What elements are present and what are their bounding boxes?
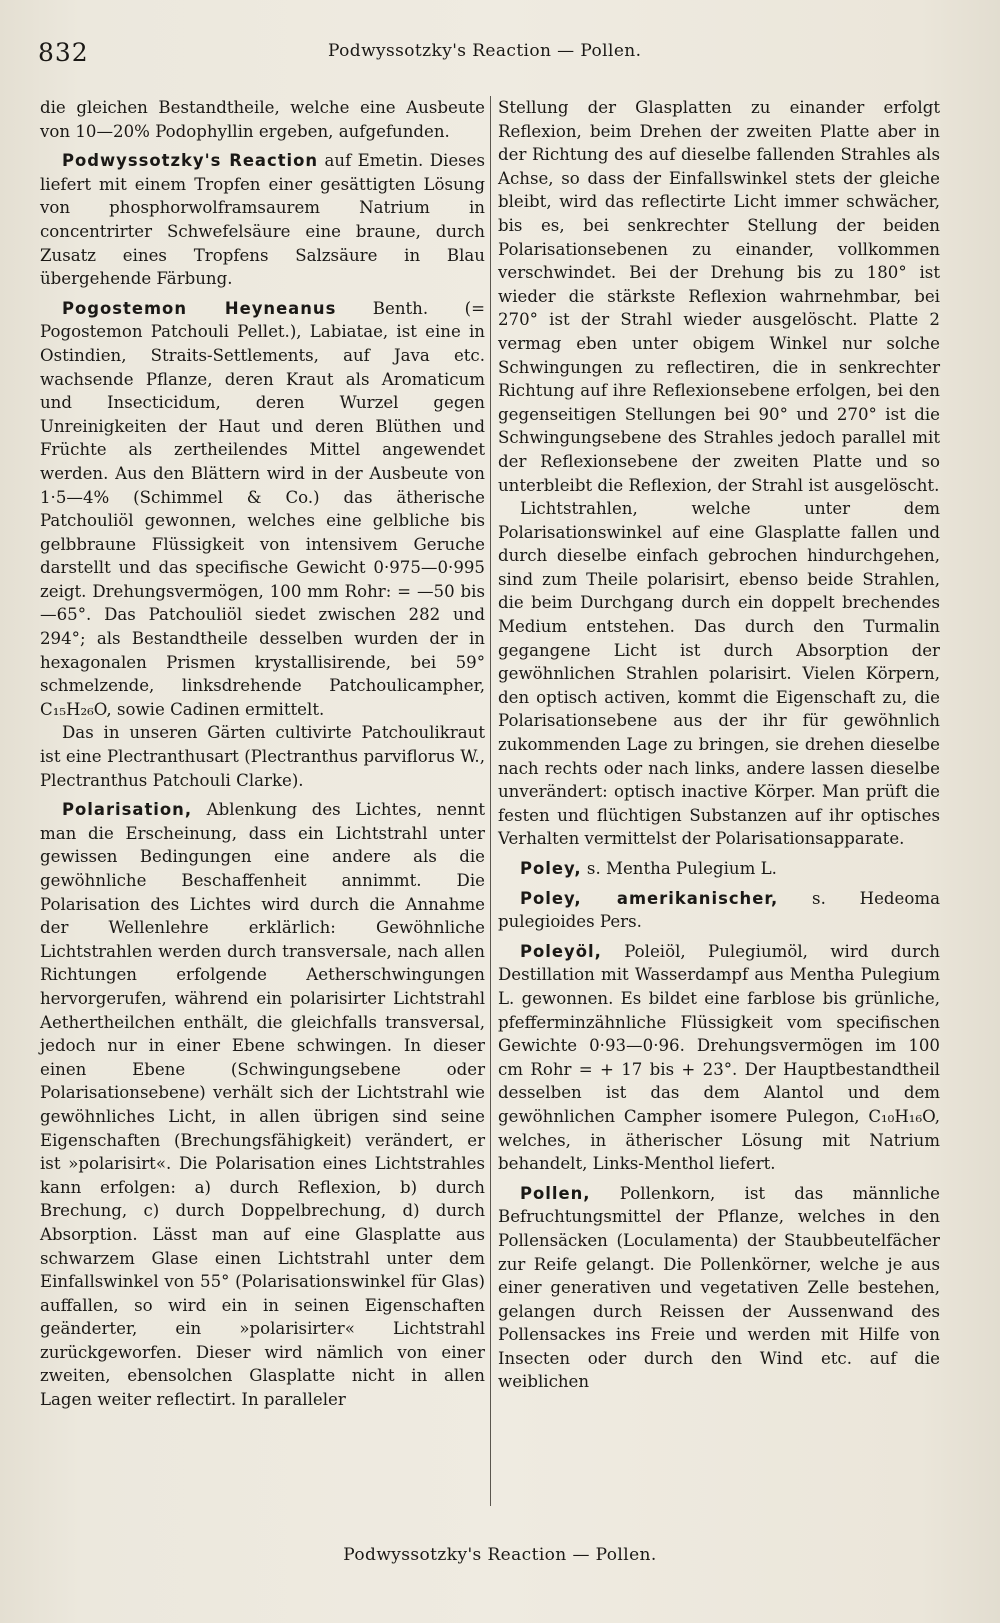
entry-headword: Podwyssotzky's Reaction [62,151,319,171]
dictionary-entry [498,887,940,934]
entry-text: Pollenkorn, ist das männliche Befruchtungsmittel der Pflanze, welches in den Pollensäcken (Loculamenta) der Staubbeutelfächer zur Reife gelangt. Die Pollenkörner, welche je aus einer generativen und vegetativen Zelle bestehen, gelangen durch Reissen der Aussenwand des Pollensackes ins Freie und werden mit Hilfe von Insecten oder durch den Wind etc. auf die weiblichen [498,1183,940,1392]
right-column [498,96,940,1394]
page-footer: Podwyssotzky's Reaction — Pollen. [343,1545,657,1565]
entry-text: auf Emetin. Dieses liefert mit einem Tropfen einer gesättigten Lösung von phosphorwolframsaurem Natrium in concentrirter Schwefelsäure eine braune, durch Zusatz eines Tropfens Salzsäure in Blau übergehende Färbung. [40,151,486,289]
entry-text: Benth. (= Pogostemon Patchouli Pellet.), Labiatae, ist eine in Ostindien, Straits-Settlements, auf Java etc. wachsende Pflanze, deren Kraut als Aromaticum und Insecticidum, deren Wurzel gegen Unreinigkeiten der Haut und deren Blüthen und Früchte als zertheilendes Mittel angewendet werden. Aus den Blättern wird in der Ausbeute von 1·5—4% (Schimmel & Co.) das ätherische Patchouliöl gewonnen, welches eine gelbliche bis gelbbraune Flüssigkeit von intensivem Geruche darstellt und das specifische Gewicht 0·975—0·995 zeigt. Drehungsvermögen, 100 mm Rohr: = —50 bis —65°. Das Patchouliöl siedet zwischen 282 und 294°; als Bestandtheile desselben wurden der in hexagonalen Prismen krystallisirende, bei 59° schmelzende, linksdrehende Patchoulicampher, C₁₅H₂₆O, sowie Cadinen ermittelt. [40,298,485,719]
dictionary-entry [498,1182,940,1394]
paragraph: Das in unseren Gärten cultivirte Patchoulikraut ist eine Plectranthusart (Plectranthus parviflorus W., Plectranthus Patchouli Clarke). [40,723,485,790]
paragraph: die gleichen Bestandtheile, welche eine Ausbeute von 10—20% Podophyllin ergeben, aufgefunden. [40,98,485,141]
paragraph: Lichtstrahlen, welche unter dem Polarisationswinkel auf eine Glasplatte fallen und durch dieselbe einfach gebrochen hindurchgehen, sind zum Theile polarisirt, ebenso beide Strahlen, die beim Durchgang durch ein doppelt brechendes Medium entstehen. Das durch den Turmalin gegangene Licht ist durch Absorption der gewöhnlichen Strahlen polarisirt. Vielen Körpern, den optisch activen, kommt die Eigenschaft zu, die Polarisationsebene aus der ihr für gewöhnlich zukommenden Lage zu bringen, sie drehen dieselbe nach rechts oder nach links, andere lassen dieselbe unverändert: optisch inactive Körper. Man prüft die festen und flüchtigen Substanzen auf ihr optisches Verhalten vermittelst der Polarisationsapparate. [498,499,940,849]
running-head-title: Podwyssotzky's Reaction — Pollen. [328,41,642,61]
entry-text: Ablenkung des Lichtes, nennt man die Erscheinung, dass ein Lichtstrahl unter gewissen Bedingungen eine andere als die gewöhnliche Beschaffenheit annimmt. Die Polarisation des Lichtes wird durch die Annahme der Wellenlehre erklärlich: Gewöhnliche Lichtstrahlen werden durch transversale, nach allen Richtungen erfolgende Aetherschwingungen hervorgerufen, während ein polarisirter Lichtstrahl Aethertheilchen enthält, die gleichfalls transversal, jedoch nur in einer Ebene schwingen. In dieser einen Ebene (Schwingungsebene oder Polarisationsebene) verhält sich der Lichtstrahl wie gewöhnliches Licht, in allen übrigen sind seine Eigenschaften (Brechungsfähigkeit) verändert, er ist »polarisirt«. Die Polarisation eines Lichtstrahles kann erfolgen: a) durch Reflexion, b) durch Brechung, c) durch Doppelbrechung, d) durch Absorption. Lässt man auf eine Glasplatte aus schwarzem Glase einen Lichtstrahl unter dem Einfallswinkel von 55° (Polarisationswinkel für Glas) auffallen, so wird ein in seinen Eigenschaften geänderter, ein »polarisirter« Lichtstrahl zurückgeworfen. Dieser wird nämlich von einer zweiten, ebensolchen Glasplatte nicht in allen Lagen weiter reflectirt. In paralleler [40,800,485,1410]
entry-headword: Poley, [520,859,582,878]
page-number: 832 [38,38,89,67]
entry-text: s. Mentha Pulegium L. [581,859,777,878]
entry-text: Poleiöl, Pulegiumöl, wird durch Destillation mit Wasserdampf aus Mentha Pulegium L. gewonnen. Es bildet eine farblose bis grünliche, pfefferminzähnliche Flüssigkeit vom specifischen Gewichte 0·93—0·96. Drehungsvermögen im 100 cm Rohr = + 17 bis + 23°. Der Hauptbestandtheil desselben ist das dem Alantol und dem gewöhnlichen Campher isomere Pulegon, C₁₀H₁₆O, welches, in ätherischer Lösung mit Natrium behandelt, Links-Menthol liefert. [498,941,940,1174]
dictionary-entry [40,297,485,722]
entry-text: s. Hedeoma pulegioides Pers. [498,888,940,932]
entry-headword: Poleyöl, [520,941,602,961]
dictionary-entry [40,149,485,291]
running-head [38,38,966,70]
left-column [40,96,485,1412]
dictionary-entry [498,940,940,1176]
dictionary-entry [40,798,485,1411]
column-divider [490,96,491,1506]
entry-headword: Pollen, [520,1183,591,1203]
dictionary-entry [498,857,940,881]
paragraph: Stellung der Glasplatten zu einander erfolgt Reflexion, beim Drehen der zweiten Platte aber in der Richtung des auf dieselbe fallenden Strahles als Achse, so dass der Einfallswinkel stets der gleiche bleibt, wird das reflectirte Licht immer schwächer, bis es, bei senkrechter Stellung der beiden Polarisationsebenen zu einander, vollkommen verschwindet. Bei der Drehung bis zu 180° ist wieder die stärkste Reflexion wahrnehmbar, bei 270° ist der Strahl wieder ausgelöscht. Platte 2 vermag eben unter obigem Winkel nur solche Schwingungen zu reflectiren, die in senkrechter Richtung auf ihre Reflexionsebene erfolgen, bei den gegenseitigen Stellungen bei 90° und 270° ist die Schwingungsebene des Strahles jedoch parallel mit der Reflexionsebene der zweiten Platte und so unterbleibt die Reflexion, der Strahl ist ausgelöscht. [498,98,940,495]
entry-headword: Pogostemon Heyneanus [62,298,337,318]
entry-headword: Polarisation, [62,800,193,820]
entry-headword: Poley, amerikanischer, [520,888,779,908]
